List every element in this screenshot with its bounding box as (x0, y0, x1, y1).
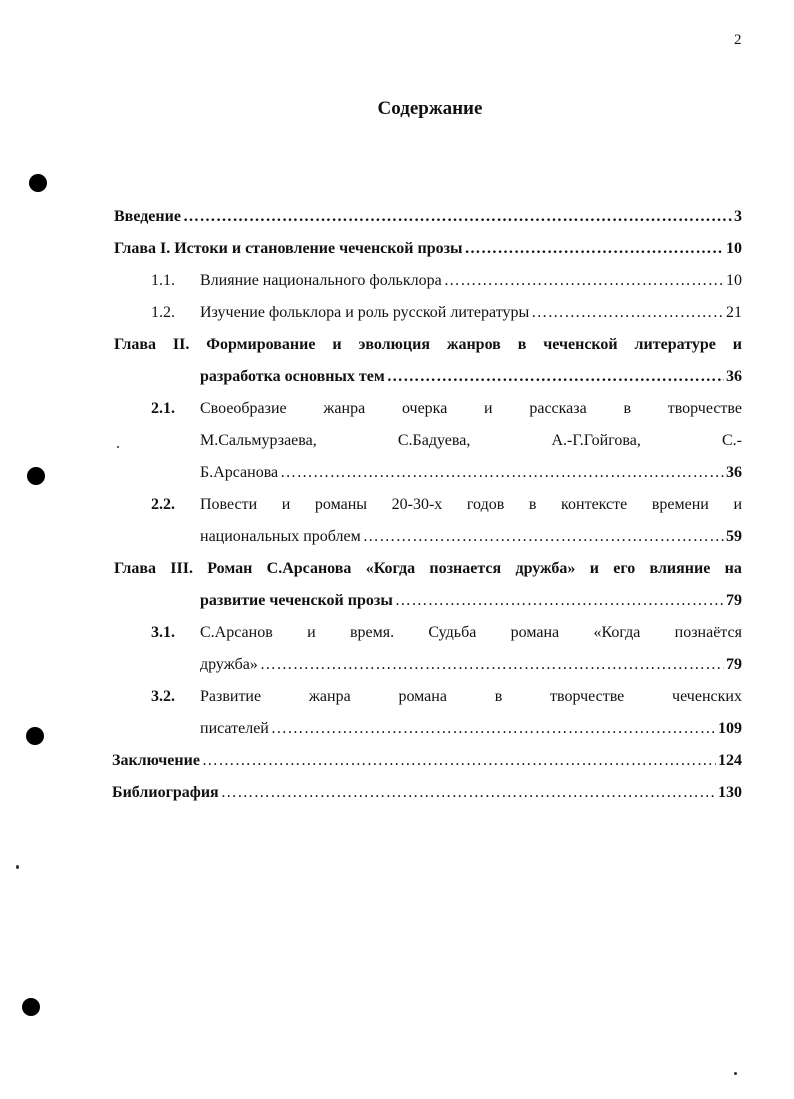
toc-entry-chapter-1[interactable] (114, 238, 742, 260)
toc-entry-section-2-1[interactable] (200, 398, 742, 420)
binder-hole (29, 174, 47, 192)
word: Судьба (428, 624, 477, 641)
toc-page: 3 (734, 208, 742, 225)
toc-entry-section-1-1[interactable] (200, 270, 742, 292)
dot-leader (271, 718, 716, 740)
word: III. (170, 560, 193, 577)
word: романа (398, 688, 447, 705)
section-number: 1.1. (151, 272, 175, 289)
word: М.Сальмурзаева, (200, 432, 317, 449)
toc-entry-section-3-2[interactable] (200, 686, 742, 708)
toc-label: Влияние национального фольклора (200, 272, 442, 289)
binder-hole (26, 727, 44, 745)
word: время. (349, 624, 395, 641)
word: «Когда (365, 560, 416, 577)
word: времени (651, 496, 709, 513)
dot-leader (221, 782, 716, 804)
binder-hole (27, 467, 45, 485)
word: и (589, 560, 599, 577)
toc-page: 36 (726, 464, 742, 481)
dot-leader (395, 590, 724, 612)
dot-leader (387, 366, 724, 388)
word: рассказа (529, 400, 587, 417)
word: очерка (401, 400, 448, 417)
toc-page: 130 (718, 784, 742, 801)
word: познается (429, 560, 502, 577)
scan-speck (16, 865, 19, 869)
toc-page: 10 (726, 272, 742, 289)
word: литературе (634, 336, 716, 353)
word: и (733, 496, 742, 513)
toc-entry-section-2-1-cont[interactable] (200, 430, 742, 452)
word: 20-30-х (391, 496, 443, 513)
word: Формирование (206, 336, 316, 353)
word: контексте (561, 496, 628, 513)
dot-leader (202, 750, 716, 772)
toc-page: 59 (726, 528, 742, 545)
word: С.Арсанова (266, 560, 352, 577)
toc-entry-chapter-3[interactable] (114, 558, 742, 580)
word: жанра (308, 688, 351, 705)
page-title: Содержание (377, 98, 483, 119)
word: Глава (114, 336, 156, 353)
scan-speck (734, 1072, 737, 1075)
toc-page: 79 (726, 656, 742, 673)
scan-speck (117, 446, 119, 448)
word: и (332, 336, 342, 353)
section-number: 2.2. (151, 496, 175, 513)
word: эволюция (358, 336, 430, 353)
word: Развитие (200, 688, 262, 705)
toc-label: разработка основных тем (200, 368, 385, 385)
word: С.Арсанов (200, 624, 273, 641)
word: влияние (649, 560, 711, 577)
toc-page: 36 (726, 368, 742, 385)
toc-label: дружба» (200, 656, 258, 673)
toc-entry-bibliography[interactable] (112, 782, 742, 804)
word: Повести (200, 496, 258, 513)
word: Роман (207, 560, 253, 577)
word: творчестве (667, 400, 742, 417)
section-number: 3.2. (151, 688, 175, 705)
word: жанров (446, 336, 501, 353)
dot-leader (363, 526, 724, 548)
toc-entry-section-2-2[interactable] (200, 494, 742, 516)
word: творчестве (550, 688, 625, 705)
toc-entry-section-2-2-cont[interactable] (200, 526, 742, 548)
toc-entry-chapter-3-cont[interactable] (200, 590, 742, 612)
page-number: 2 (734, 32, 742, 48)
word: А.-Г.Гойгова, (551, 432, 641, 449)
word: и (732, 336, 742, 353)
word: II. (172, 336, 190, 353)
toc-entry-conclusion[interactable] (112, 750, 742, 772)
section-number: 3.1. (151, 624, 175, 641)
word: в (494, 688, 503, 705)
word: Своеобразие (200, 400, 287, 417)
word: познаётся (674, 624, 742, 641)
toc-label: Заключение (112, 752, 200, 769)
word: Глава (114, 560, 156, 577)
toc-entry-intro[interactable] (114, 206, 742, 228)
word: романа (510, 624, 560, 641)
toc-label: национальных проблем (200, 528, 361, 545)
toc-entry-chapter-2[interactable] (114, 334, 742, 356)
word: дружба» (515, 560, 576, 577)
toc-entry-section-3-2-cont[interactable] (200, 718, 742, 740)
toc-page: 109 (718, 720, 742, 737)
word: С.- (721, 432, 742, 449)
toc-label: развитие чеченской прозы (200, 592, 393, 609)
word: в (517, 336, 527, 353)
toc-page: 10 (726, 240, 742, 257)
section-number: 1.2. (151, 304, 175, 321)
dot-leader (465, 238, 724, 260)
toc-page: 124 (718, 752, 742, 769)
toc-entry-section-2-1-end[interactable] (200, 462, 742, 484)
toc-label: Б.Арсанова (200, 464, 279, 481)
toc-label: Введение (114, 208, 181, 225)
word: и (281, 496, 291, 513)
word: С.Бадуева, (397, 432, 471, 449)
toc-label: Изучение фольклора и роль русской литературы (200, 304, 530, 321)
word: чеченских (672, 688, 742, 705)
dot-leader (280, 462, 724, 484)
word: на (724, 560, 742, 577)
word: и (484, 400, 493, 417)
word: «Когда (593, 624, 641, 641)
word: в (623, 400, 631, 417)
toc-label: писателей (200, 720, 269, 737)
word: в (528, 496, 537, 513)
toc-label: Глава I. Истоки и становление чеченской прозы (114, 240, 463, 257)
section-number: 2.1. (151, 400, 175, 417)
word: годов (466, 496, 505, 513)
toc-label: Библиография (112, 784, 219, 801)
toc-entry-section-3-1-cont[interactable] (200, 654, 742, 676)
dot-leader (260, 654, 724, 676)
toc-page: 21 (726, 304, 742, 321)
word: чеченской (543, 336, 618, 353)
word: романы (314, 496, 368, 513)
word: жанра (323, 400, 366, 417)
word: его (613, 560, 636, 577)
toc-entry-chapter-2-cont[interactable] (200, 366, 742, 388)
dot-leader (444, 270, 724, 292)
dot-leader (183, 206, 732, 228)
binder-hole (22, 998, 40, 1016)
toc-page: 79 (726, 592, 742, 609)
toc-entry-section-1-2[interactable] (200, 302, 742, 324)
toc-entry-section-3-1[interactable] (200, 622, 742, 644)
word: и (307, 624, 316, 641)
dot-leader (531, 302, 724, 324)
